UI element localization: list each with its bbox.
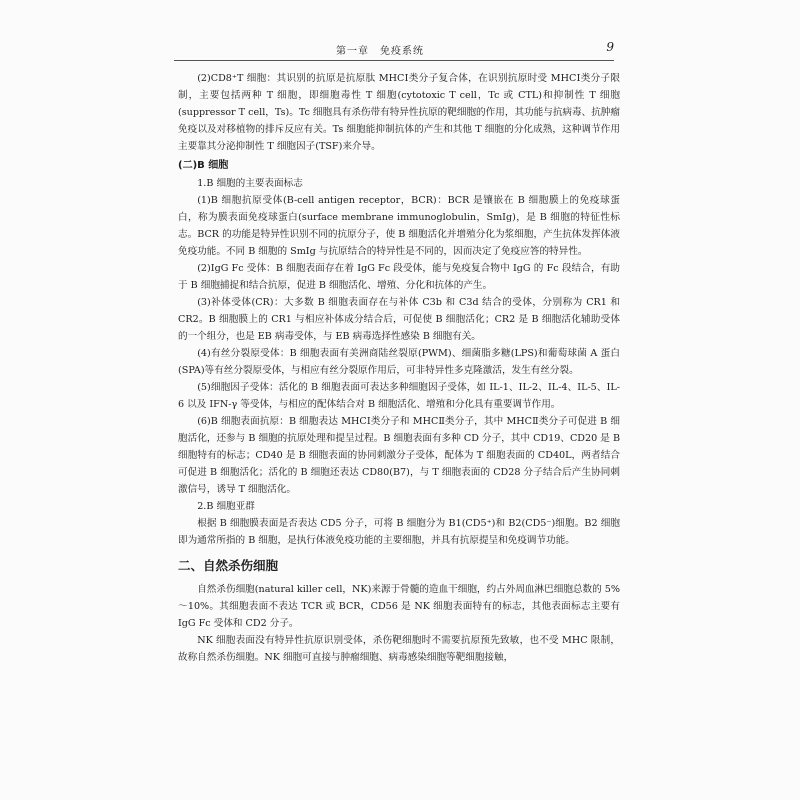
page-number: 9 [606, 40, 614, 54]
paragraph-b-cell-subsets: 根据 B 细胞膜表面是否表达 CD5 分子，可将 B 细胞分为 B1(CD5⁺)和 B2(CD5⁻)细胞。B2 细胞即为通常所指的 B 细胞，是执行体液免疫功能的主要细胞，并具有抗原提呈和免疫调节功能。 [178, 518, 620, 546]
body-text [178, 70, 620, 666]
paragraph-mitogen-receptor: (4)有丝分裂原受体：B 细胞表面有美洲商陆丝裂原(PWM)、细菌脂多糖(LPS)和葡萄球菌 A 蛋白(SPA)等有丝分裂原受体，与相应有丝分裂原作用后，可非特异性多克隆激活，发生有丝分裂。 [178, 348, 620, 376]
paragraph-bcr: (1)B 细胞抗原受体(B-cell antigen receptor，BCR)：BCR 是镶嵌在 B 细胞膜上的免疫球蛋白，称为膜表面免疫球蛋白(surface membrane immunoglobulin，SmIg)，是 B 细胞的特征性标志。BCR 的功能是特异性识别不同的抗原分子，使 B 细胞活化并增殖分化为浆细胞，产生抗体发挥体液免疫功能。不同 B 细胞的 SmIg 与抗原结合的特异性是不同的，因而决定了免疫应答的特异性。 [178, 195, 620, 257]
section-heading-nk-cells: 二、自然杀伤细胞 [178, 558, 279, 573]
paragraph-cd8-t-cells: (2)CD8⁺T 细胞：其识别的抗原是抗原肽 MHCⅠ类分子复合体，在识别抗原时受 MHCⅠ类分子限制，主要包括两种 T 细胞，即细胞毒性 T 细胞(cytotoxic T cell，Tc 或 CTL)和抑制性 T 细胞(suppressor T cell，Ts)。Tc 细胞具有杀伤带有特异性抗原的靶细胞的作用，其功能与抗病毒、抗肿瘤免疫以及对移植物的排斥反应有关。Ts 细胞能抑制抗体的产生和其他 T 细胞的分化成熟，这种调节作用主要靠其分泌抑制性 T 细胞因子(TSF)来介导。 [178, 73, 620, 152]
section-heading-b-cells: (二)B 细胞 [178, 160, 229, 171]
paragraph-surface-antigen: (6)B 细胞表面抗原：B 细胞表达 MHCⅠ类分子和 MHCⅡ类分子，其中 MHCⅡ类分子可促进 B 细胞活化，还参与 B 细胞的抗原处理和提呈过程。B 细胞表面有多种 CD 分子，其中 CD19、CD20 是 B 细胞特有的标志；CD40 是 B 细胞表面的协同刺激分子受体，配体为 T 细胞表面的 CD40L，两者结合可促进 B 细胞活化；活化的 B 细胞还表达 CD80(B7)，与 T 细胞表面的 CD28 分子结合后产生协同刺激信号，诱导 T 细胞活化。 [178, 416, 620, 495]
chapter-title: 第一章 免疫系统 [336, 46, 424, 57]
paragraph-nk-origin: 自然杀伤细胞(natural killer cell，NK)来源于骨髓的造血干细胞，约占外周血淋巴细胞总数的 5%～10%。其细胞表面不表达 TCR 或 BCR，CD56 是 NK 细胞表面特有的标志，其他表面标志主要有 IgG Fc 受体和 CD2 分子。 [178, 584, 620, 629]
paragraph-igg-fc-receptor: (2)IgG Fc 受体：B 细胞表面存在着 IgG Fc 段受体，能与免疫复合物中 IgG 的 Fc 段结合，有助于 B 细胞捕捉和结合抗原，促进 B 细胞活化、增殖、分化和抗体的产生。 [178, 263, 620, 291]
paragraph-complement-receptor: (3)补体受体(CR)：大多数 B 细胞表面存在与补体 C3b 和 C3d 结合的受体，分别称为 CR1 和 CR2。B 细胞膜上的 CR1 与相应补体成分结合后，可促使 B 细胞活化；CR2 是 B 细胞活化辅助受体的一个组分，也是 EB 病毒受体，与 EB 病毒选择性感染 B 细胞有关。 [178, 297, 620, 342]
paragraph-nk-function: NK 细胞表面没有特异性抗原识别受体，杀伤靶细胞时不需要抗原预先致敏，也不受 MHC 限制，故称自然杀伤细胞。NK 细胞可直接与肿瘤细胞、病毒感染细胞等靶细胞接触， [178, 635, 620, 663]
subheading-b-cell-markers: 1.B 细胞的主要表面标志 [197, 178, 303, 189]
subheading-b-cell-subsets: 2.B 细胞亚群 [197, 501, 255, 512]
running-head [174, 40, 614, 61]
paragraph-cytokine-receptor: (5)细胞因子受体：活化的 B 细胞表面可表达多种细胞因子受体，如 IL-1、IL-2、IL-4、IL-5、IL-6 以及 IFN-γ 等受体，与相应的配体结合对 B 细胞活化、增殖和分化具有重要调节作用。 [178, 382, 620, 410]
